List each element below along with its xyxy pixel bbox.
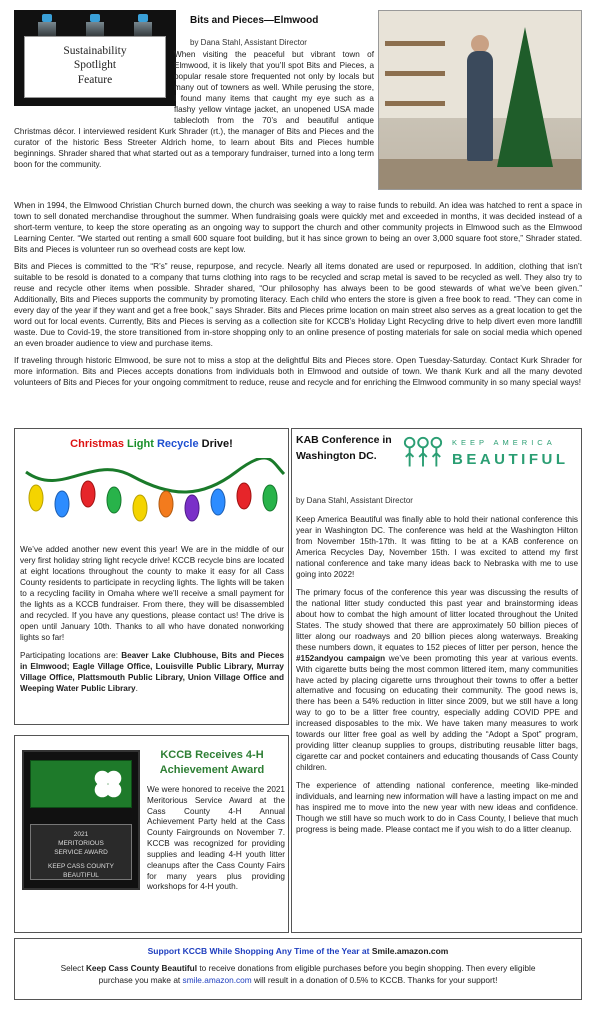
banner-line: Sustainability: [63, 45, 127, 57]
footer-text: Select Keep Cass County Beautiful to receive donations from eligible purchases before you begin shopping. Then every eligible purchase you make at smile.amazon.com will result in a donation of 0.5% to KCCB. Thanks for your support!: [60, 963, 536, 986]
footer-heading: Support KCCB While Shopping Any Time of the Year at Smile.amazon.com: [147, 946, 449, 956]
keep-america-beautiful-logo: KEEP AMERICA BEAUTIFUL: [402, 432, 580, 486]
kab-title: KAB Conference in Washington DC.: [296, 434, 392, 462]
xmas-body: [20, 545, 284, 695]
article-body: [14, 201, 582, 389]
banner-line: Feature: [77, 73, 113, 86]
smile-amazon-link[interactable]: smile.amazon.com: [182, 975, 252, 986]
banner-line: Spotlight: [73, 59, 117, 72]
kab-byline: by Dana Stahl, Assistant Director: [296, 496, 413, 505]
spotlight-lamp-icon: [42, 14, 52, 22]
store-photo: [378, 10, 582, 190]
kab-body: [296, 496, 578, 836]
article-paragraph: Bits and Pieces is committed to the “R’s” reuse, repurpose, and recycle. Nearly all items donated are used or repurposed. In addition, clothing that isn’t suitable to be resold is donated to a company that turns clothing into rags to be recycled and scrap metal is saved to be recycled as well. They also try to reuse and recycle other items when possible. Shrader shared, “Our philosophy has always been to be good stewards of what we’ve been given.” Additionally, Bits and Pieces supports the community by promoting literacy. Each child who enters the store is given a free book to read. “They can come in every day of the year if they want and get a free book,” says Shrader. Bits and Pieces prime location on main street also serves as a great location to get the word out for local events. Currently, Bits and Pieces is serving as a collection site for KCCB’s Holiday Light Recycling drive to help divert even more landfill waste. Due to Covid-19, the store transitioned from in-store shopping only to an online presence of posting materials for sale on social media which opened an even broader audience to view and purchase items.: [14, 261, 582, 348]
kab-paragraph: The primary focus of the conference this year was discussing the results of the national litter study conducted this past year and brainstorming ideas about how to combat the high amount of litter located throughout the United States. The study showed that there are approximately 50 billion pieces of litter along our roadways and 20 billion pieces along waterways. Breaking these numbers down, it equates to 152 pieces of litter per person, hence the #152andyou campaign we’ve been promoting this year at various events. With cigarette butts being the most common littered item, many communities have acted by placing cigarette urns throughout their towns to offer a better alternative and focusing on educating their community. The good news is, there has been a 54% reduction in litter since 2009, but we still have a long way to go to be a litter free country, especially adding COVID PPE and increased disposables to the mix. We have taken many measures to work towards our litter free goal as well by adding the “Adopt a Spot” program, providing litter cleanup supplies to groups, distributing reusable litter bags, cigarette car and pocket containers and educating thousands of Cass County children.: [296, 587, 578, 773]
spotlight-lamp-icon: [138, 14, 148, 22]
article-paragraph: If traveling through historic Elmwood, be sure not to miss a stop at the delightful Bits and Pieces store. Open Tuesday-Saturday. Contact Kurk Shrader for more information. Bits and Pieces accepts donations from individuals both in Elmwood and outside of town. We thank Kurk and all the many devoted volunteers of Bits and Pieces for your ongoing commitment to reduce, reuse and recycle and for enriching the Elmwood community in so many special ways!: [14, 355, 582, 387]
award-plaque-image: [22, 750, 140, 890]
kab-paragraph: The experience of attending national conference, meeting like-minded individuals, and learning new information will have a lasting impact on me and has inspired me to move into the new year with new ideas and confidence. Though we still have so much work to do in Cass County, I believe that much progress is being made. Please contact me if you wish to do a litter cleanup.: [296, 781, 578, 835]
article-p1-wrap: [14, 50, 374, 196]
award-title: KCCB Receives 4-H Achievement Award: [159, 749, 265, 776]
article-title: Bits and Pieces—Elmwood: [190, 15, 319, 26]
article-paragraph: When visiting the peaceful but vibrant town of Elmwood, it is likely that you’ll spot Bits and Pieces, a popular resale store frequented not only by locals but many out of towners as well. While perusing the store, I found many items that caught my eye such as a flashy yellow vintage jacket, an unopened USA made tablecloth from the 70’s and beautiful antique Christmas décor. I interviewed resident Kurk Shrader (rt.), the manager of Bits and Pieces and the curator of the historic Bess Streeter Aldrich home, to learn about Bits and Pieces humble beginnings. Shrader shared that what started out as a temporary fundraiser, turned into a long term boon for the community.: [14, 50, 374, 169]
plaque-label: 2021 MERITORIOUS SERVICE AWARD KEEP CASS COUNTY BEAUTIFUL: [30, 824, 132, 880]
four-h-clover-icon: [30, 760, 132, 808]
xmas-locations: Participating locations are: Beaver Lake Clubhouse, Bits and Pieces in Elmwood; Eagle Village Office, Louisville Public Library, Murray Village Office, Plattsmouth Public Library, Union Village Office and Weeping Water Public Library.: [20, 650, 284, 693]
award-body: We were honored to receive the 2021 Meritorious Service Award at the Cass County 4-H Annual Achievement Party held at the Cass County Fairgrounds on November 7. KCCB was recognized for providing supplies and leading 4-H youth litter cleanups after the Cass County Fairs for many years plus providing workshops for 4-H youth.: [147, 785, 285, 892]
article-byline: by Dana Stahl, Assistant Director: [190, 38, 307, 47]
string-lights-icon: [22, 458, 286, 538]
xmas-paragraph: We’ve added another new event this year! We are in the middle of our very first holiday string light recycle drive! KCCB recycle bins are located at eight locations throughout the county to make it easy for all Cass County residents to participate in recycling lights. The lights will be taken to a recycling facility in Omaha where we’ll receive a small payment for the lights as a KCCB fundraiser. From there, they will be disassembled and recycled. If you have any questions, please contact us! The drive is open until January 10th. Thanks to all who have donated nonworking lights so far!: [20, 545, 284, 642]
spotlight-lamp-icon: [90, 14, 100, 22]
kab-figures-icon: [402, 434, 444, 476]
article-paragraph: When in 1994, the Elmwood Christian Church burned down, the church was seeking a way to raise funds to rebuild. An idea was hatched to rent a space in town to sell donated merchandise throughout the summer. When fundraising goals were quickly met and exceeded in months, it was decided instead of a short-term venture, to keep the store operating as an ongoing way to support the church and other community projects in Elmwood such as the Elmwood Learning Center. “We started out renting a small 600 square foot building, but it has since grown to being an over 3,000 square foot store,” Shrader stated. Bits and Pieces is volunteer run so overhead costs are kept low.: [14, 201, 582, 254]
xmas-title: Christmas Light Recycle Drive!: [70, 438, 233, 450]
kab-paragraph: Keep America Beautiful was finally able to hold their national conference this year in Washington DC. The conference was held at the Washington Hilton from November 15th-17th. It was fitting to be at a KAB conference on America Recycles Day, November 15th. I was excited to attend my first national conference and take many ideas back to Nebraska with me to use going into 2022!: [296, 514, 578, 579]
